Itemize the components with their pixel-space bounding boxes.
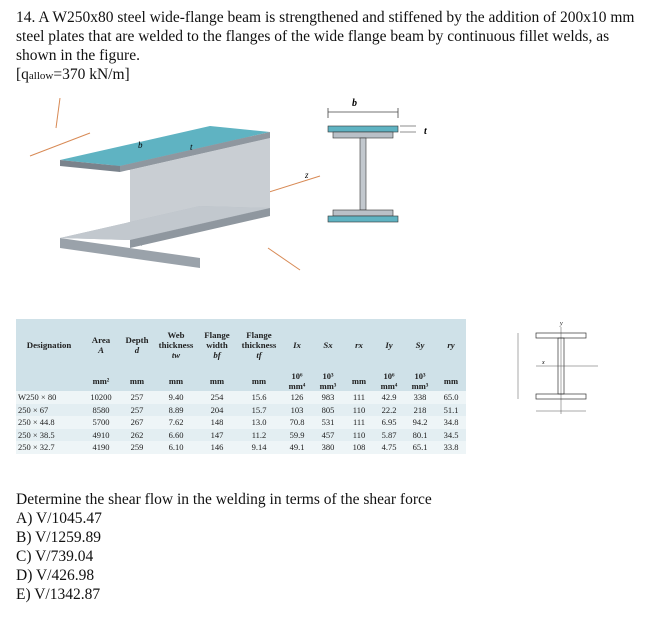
answer-section [16,490,432,604]
col-ix: Ix [282,319,312,371]
table-cell: 42.9 [381,392,397,403]
table-cell: 531 [321,417,335,428]
table-cell: 262 [130,429,144,440]
table-cell: 6.60 [168,429,184,440]
table-cell: 250 × 32.7 [18,442,55,453]
table-cell: 5.87 [381,429,397,440]
table-cell: 257 [130,392,144,403]
table-row [16,441,466,454]
table-cell: 9.14 [251,442,267,453]
col-area: Area A [82,319,120,371]
table-cell: 22.2 [381,404,397,415]
table-cell: 7.62 [168,417,184,428]
section-axes-figure [508,319,608,429]
table-cell: 11.2 [251,429,267,440]
table-cell: 33.8 [443,442,459,453]
col-designation: Designation [16,319,82,371]
table-cell: 111 [352,417,366,428]
axis-y-line [56,98,60,128]
table-cell: 94.2 [412,417,428,428]
table-cell: 103 [290,404,304,415]
table-cell: 108 [352,442,366,453]
table-cell: 8580 [92,404,110,415]
table-cell: 59.9 [289,429,305,440]
table-cell: 983 [321,392,335,403]
table-cell: 267 [130,417,144,428]
table-header-row [16,319,466,371]
table-cell: 254 [210,392,224,403]
choice-b[interactable]: B) V/1259.89 [16,529,101,546]
table-units-row: mm² mm mm mm mm 10⁶ mm⁴ 10³ mm³ mm 10⁶ mm⁴ 10³ mm³ mm [16,371,466,391]
question-text [16,8,636,86]
table-cell: 51.1 [443,404,459,415]
table-cell: 146 [210,442,224,453]
table-cell: 6.95 [381,417,397,428]
table-cell: 5700 [92,417,110,428]
col-ry: ry [436,319,466,371]
top-plate-section [328,126,398,132]
col-depth: Depth d [120,319,154,371]
choice-d[interactable]: D) V/426.98 [16,567,95,584]
table-cell: W250 × 80 [18,392,57,403]
choice-e[interactable]: E) V/1342.87 [16,586,101,603]
table-cell: 250 × 38.5 [18,429,55,440]
table-cell: 380 [321,442,335,453]
prompt-text: Determine the shear flow in the welding in terms of the shear force [16,491,432,508]
figure-label-t: t [190,142,193,152]
col-web-thickness: Web thickness tw [154,319,198,371]
table-cell: 338 [413,392,427,403]
table-cell: 4190 [92,442,110,453]
axis-x-line [30,133,90,156]
table-cell: 110 [352,404,366,415]
table-cell: 15.7 [251,404,267,415]
table-cell: 111 [352,392,366,403]
table-cell: 6.10 [168,442,184,453]
table-cell: 4910 [92,429,110,440]
table-cell: 70.8 [289,417,305,428]
table-cell: 250 × 44.8 [18,417,55,428]
figure-label-z: z [305,170,309,180]
table-cell: 80.1 [412,429,428,440]
section-properties-table [16,319,466,454]
table-cell: 49.1 [289,442,305,453]
table-row [16,404,466,417]
table-cell: 110 [352,429,366,440]
question-body: A W250x80 steel wide-flange beam is strengthened and stiffened by the addition of 200x10 mm steel plates that are welded to the flanges of the wide flange beam by continuous fillet welds, as shown in the figure. [16,9,635,64]
table-cell: 259 [130,442,144,453]
table-cell: 8.89 [168,404,184,415]
bottom-plate-section [328,216,398,222]
col-iy: Iy [374,319,404,371]
table-row [16,416,466,429]
table-cell: 250 × 67 [18,404,49,415]
small-label-y: y [560,321,563,327]
section-label-b: b [352,98,357,109]
table-cell: 4.75 [381,442,397,453]
col-sx: Sx [312,319,344,371]
table-cell: 13.0 [251,417,267,428]
table-cell: 34.5 [443,429,459,440]
table-cell: 126 [290,392,304,403]
table-cell: 65.1 [412,442,428,453]
col-rx: rx [344,319,374,371]
table-row [16,429,466,442]
col-flange-width: Flange width bf [198,319,236,371]
table-cell: 148 [210,417,224,428]
question-number: 14. [16,9,36,26]
choice-c[interactable]: C) V/739.04 [16,548,94,565]
table-cell: 34.8 [443,417,459,428]
table-cell: 65.0 [443,392,459,403]
small-label-x: x [542,360,545,366]
table-cell: 218 [413,404,427,415]
cross-section-figure [300,98,440,228]
col-flange-thickness: Flange thickness tf [236,319,282,371]
section-label-t: t [424,126,427,137]
table-cell: 10200 [90,392,112,403]
choice-a[interactable]: A) V/1045.47 [16,510,102,527]
col-sy: Sy [404,319,436,371]
load-label: [qallow=370 kN/m] [16,66,130,83]
table-cell: 257 [130,404,144,415]
table-cell: 147 [210,429,224,440]
table-cell: 15.6 [251,392,267,403]
table-cell: 204 [210,404,224,415]
table-cell: 805 [321,404,335,415]
table-cell: 457 [321,429,335,440]
table-row [16,391,466,404]
table-cell: 9.40 [168,392,184,403]
figure-label-b: b [138,140,143,150]
